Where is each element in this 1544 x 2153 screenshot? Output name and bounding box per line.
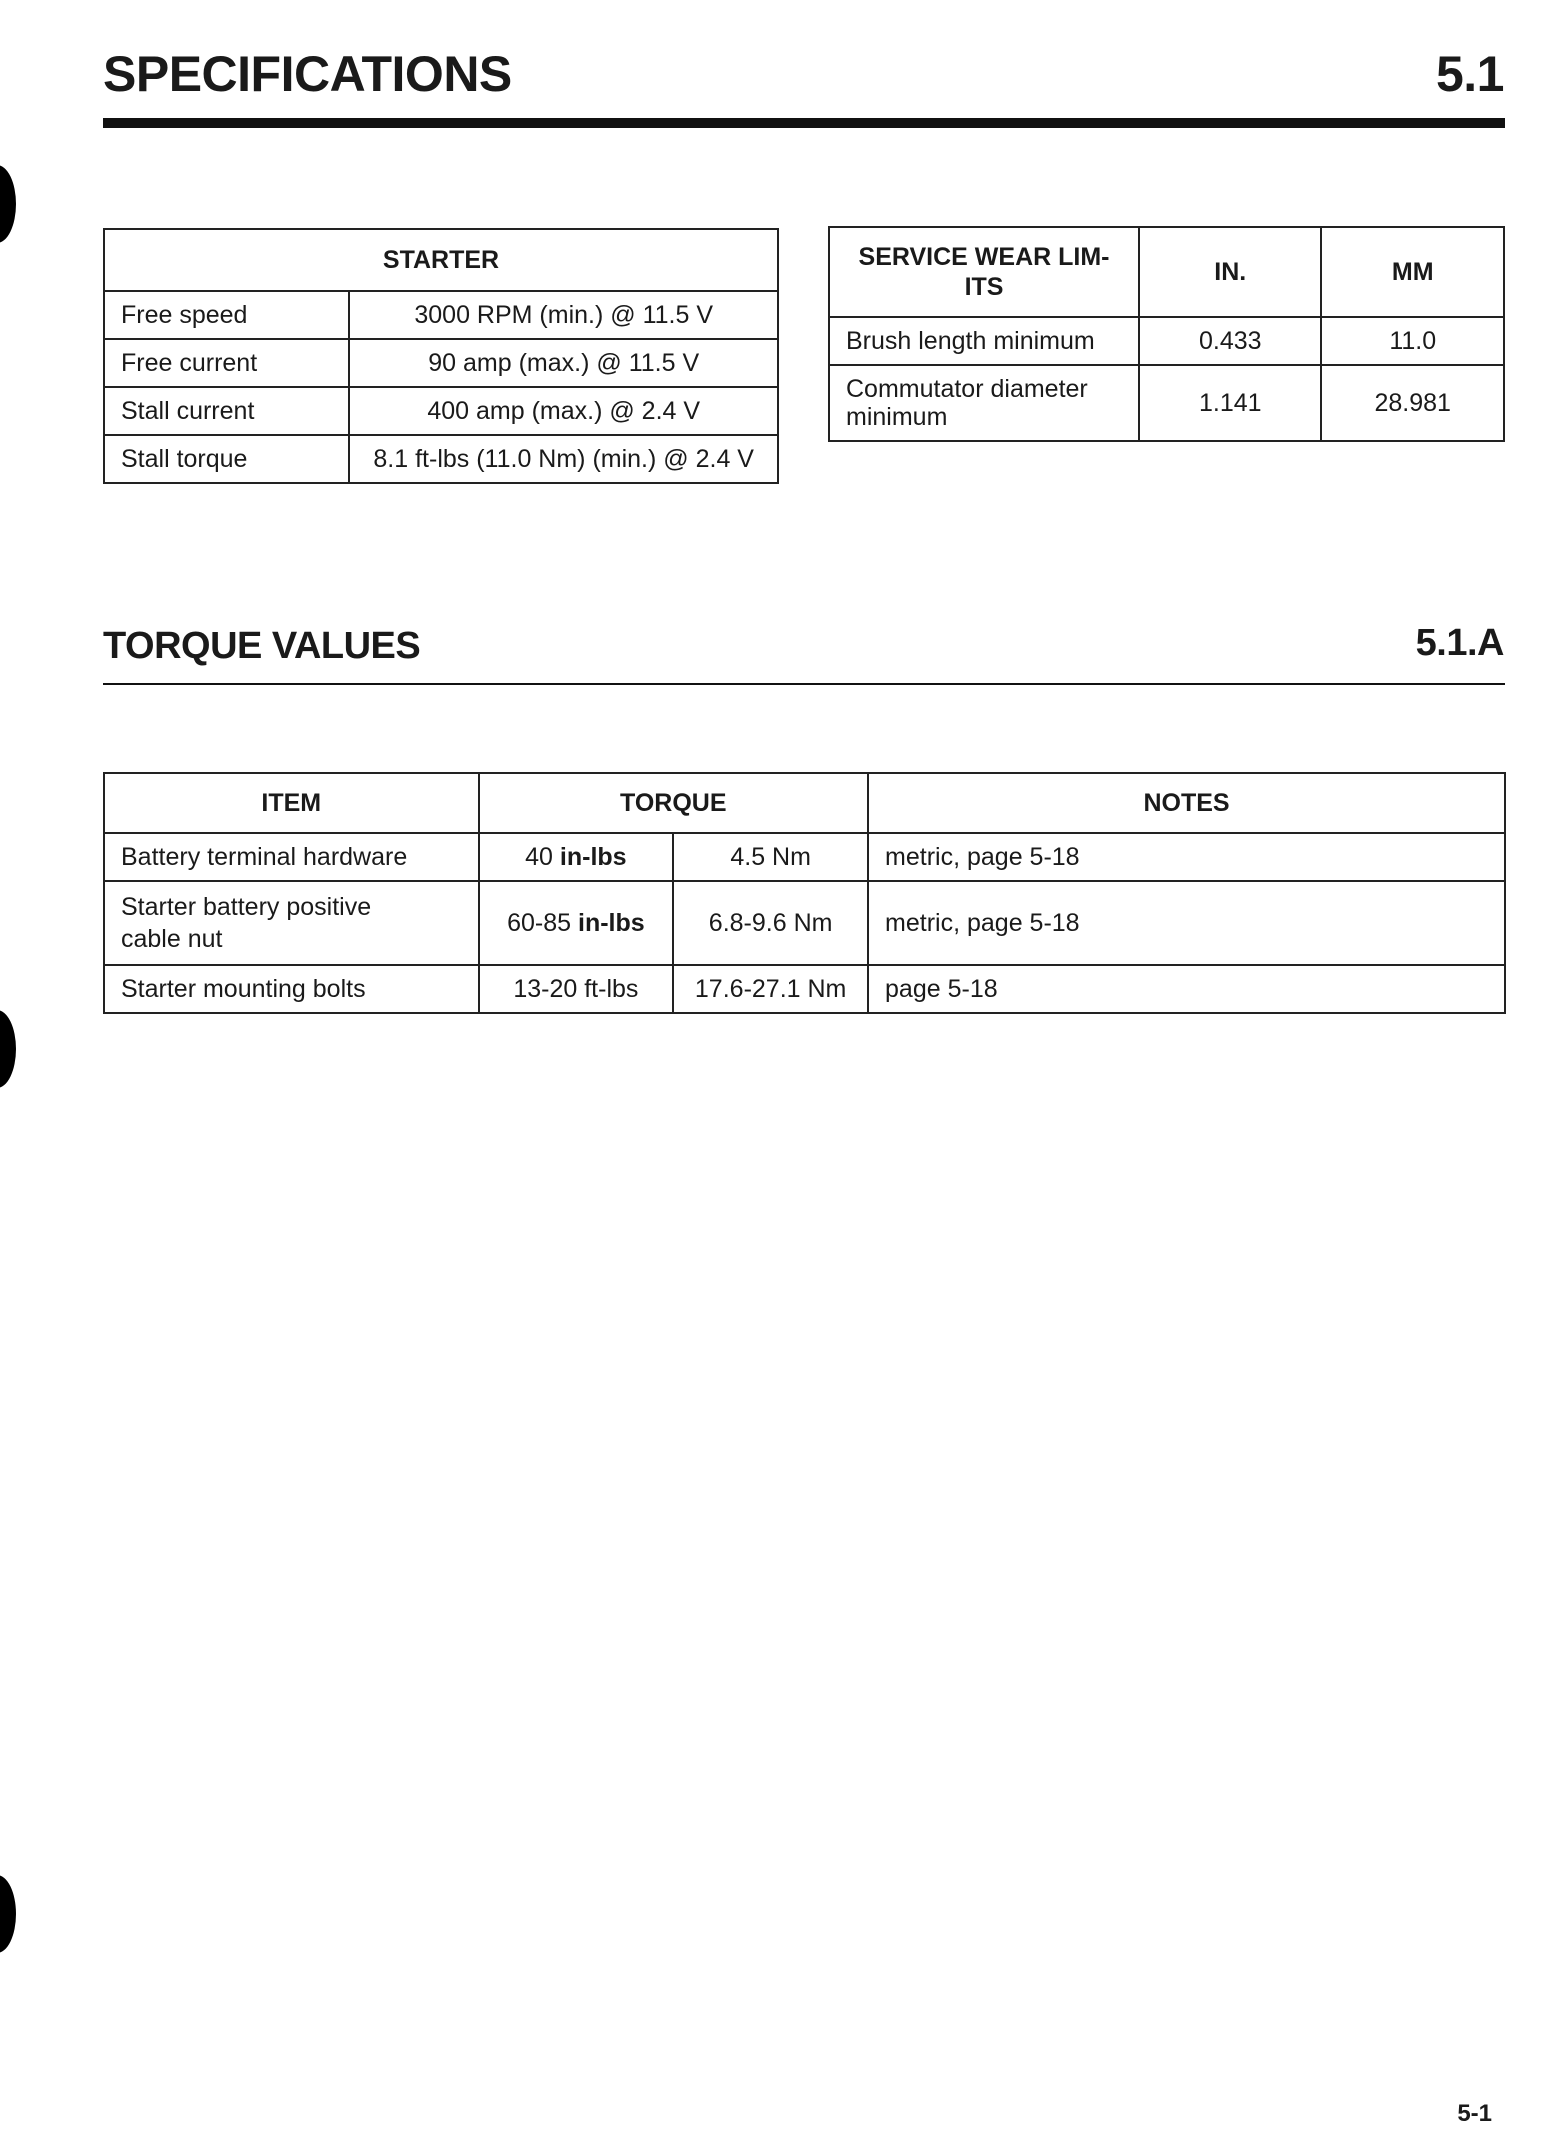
torque-row-notes: metric, page 5-18 <box>868 833 1505 881</box>
starter-row-label: Free speed <box>104 291 349 339</box>
starter-table <box>103 228 779 484</box>
torque-row-item: Battery terminal hardware <box>104 833 479 881</box>
torque-imperial-value: 13-20 ft-lbs <box>513 974 639 1003</box>
starter-row-label: Stall current <box>104 387 349 435</box>
torque-row-metric: 6.8-9.6 Nm <box>673 881 868 965</box>
wear-row-mm: 28.981 <box>1321 365 1504 441</box>
torque-header-item: ITEM <box>104 773 479 833</box>
torque-imperial-unit: in-lbs <box>559 842 627 871</box>
torque-header-torque: TORQUE <box>479 773 869 833</box>
wear-row-label: Brush length minimum <box>829 317 1139 365</box>
torque-row-notes: metric, page 5-18 <box>868 881 1505 965</box>
wear-header-mm: MM <box>1321 227 1504 317</box>
table-row <box>104 291 778 339</box>
starter-table-title: STARTER <box>104 229 778 291</box>
wear-row-in: 1.141 <box>1139 365 1321 441</box>
torque-row-imperial <box>479 833 674 881</box>
torque-table <box>103 772 1506 1014</box>
wear-header-limits: SERVICE WEAR LIM- ITS <box>829 227 1139 317</box>
starter-row-label: Free current <box>104 339 349 387</box>
table-row <box>104 435 778 483</box>
starter-row-value: 8.1 ft-lbs (11.0 Nm) (min.) @ 2.4 V <box>349 435 778 483</box>
table-row <box>104 833 1505 881</box>
torque-section-rule <box>103 683 1505 685</box>
wear-row-mm: 11.0 <box>1321 317 1504 365</box>
torque-row-item: Starter battery positive cable nut <box>104 881 479 965</box>
wear-row-in: 0.433 <box>1139 317 1321 365</box>
table-row <box>829 365 1504 441</box>
starter-row-value: 90 amp (max.) @ 11.5 V <box>349 339 778 387</box>
section-number: 5.1 <box>1435 46 1504 102</box>
torque-row-metric: 17.6-27.1 Nm <box>673 965 868 1013</box>
table-row <box>104 387 778 435</box>
header-rule <box>103 118 1505 128</box>
torque-section-number: 5.1.A <box>1415 622 1504 664</box>
torque-row-imperial <box>479 881 674 965</box>
table-row <box>829 317 1504 365</box>
torque-row-notes: page 5-18 <box>868 965 1505 1013</box>
torque-imperial-unit: in-lbs <box>578 908 645 937</box>
wear-limits-table <box>828 226 1505 442</box>
torque-section-title: TORQUE VALUES <box>103 625 421 667</box>
torque-header-notes: NOTES <box>868 773 1505 833</box>
starter-row-value: 3000 RPM (min.) @ 11.5 V <box>349 291 778 339</box>
torque-imperial-value: 60-85 <box>507 908 572 937</box>
page-title: SPECIFICATIONS <box>103 46 512 102</box>
binder-hole-middle <box>0 1010 16 1088</box>
binder-hole-bottom <box>0 1875 16 1953</box>
table-row <box>104 965 1505 1013</box>
torque-row-item: Starter mounting bolts <box>104 965 479 1013</box>
page-number: 5-1 <box>1457 2100 1492 2127</box>
torque-row-imperial <box>479 965 674 1013</box>
table-row <box>104 881 1505 965</box>
wear-header-in: IN. <box>1139 227 1321 317</box>
torque-row-metric: 4.5 Nm <box>673 833 868 881</box>
wear-row-label: Commutator diameter minimum <box>829 365 1139 441</box>
starter-row-value: 400 amp (max.) @ 2.4 V <box>349 387 778 435</box>
binder-hole-top <box>0 165 16 243</box>
starter-row-label: Stall torque <box>104 435 349 483</box>
table-row <box>104 339 778 387</box>
torque-imperial-value: 40 <box>525 842 553 871</box>
